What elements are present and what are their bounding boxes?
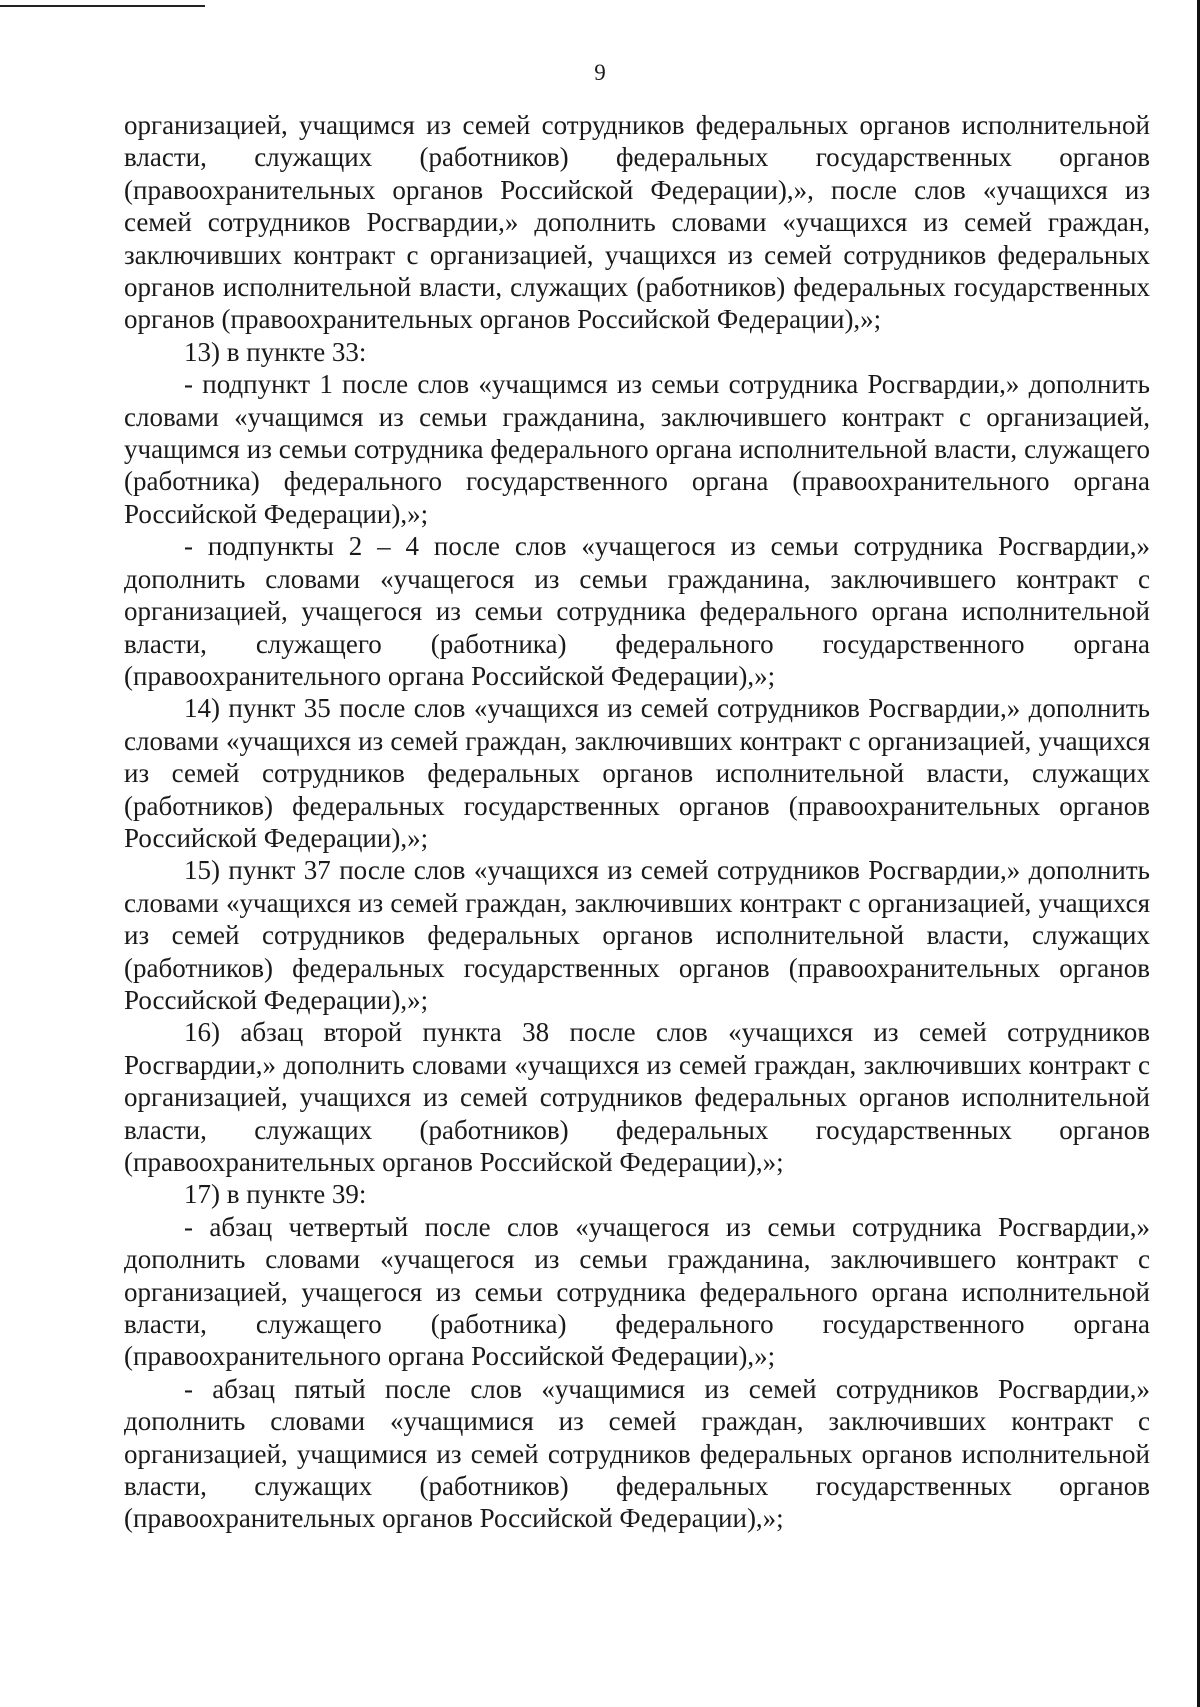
paragraph-item-15: 15) пункт 37 после слов «учащихся из семей сотрудников Росгвардии,» дополнить словами «учащихся из семей граждан, заключивших контракт с организацией, учащихся из семей сотрудников федеральных органов исполнительной власти, служащих (работников) федеральных государственных органов (правоохранительных органов Российской Федерации),»; xyxy=(124,855,1150,1015)
paragraph-continuation: организацией, учащимся из семей сотрудников федеральных органов исполнительной власти, служащих (работников) федеральных государственных органов (правоохранительных органов Российской Федерации),», после слов «учащихся из семей сотрудников Росгвардии,» дополнить словами «учащихся из семей граждан, заключивших контракт с организацией, учащихся из семей сотрудников федеральных органов исполнительной власти, служащих (работников) федеральных государственных органов (правоохранительных органов Российской Федерации),»; xyxy=(124,110,1150,335)
paragraph-item-13: 13) в пункте 33: xyxy=(184,336,367,367)
paragraph-item-17: 17) в пункте 39: xyxy=(184,1179,367,1210)
scan-edge-top xyxy=(0,5,205,7)
paragraph-subitem-1: - подпункт 1 после слов «учащимся из семьи сотрудника Росгвардии,» дополнить словами «учащимся из семьи гражданина, заключившего контракт с организацией, учащимся из семьи сотрудника федерального органа исполнительной власти, служащего (работника) федерального государственного органа (правоохранительного органа Российской Федерации),»; xyxy=(124,369,1150,529)
page-number: 9 xyxy=(594,60,606,85)
paragraph-item-14: 14) пункт 35 после слов «учащихся из семей сотрудников Росгвардии,» дополнить словами «учащихся из семей граждан, заключивших контракт с организацией, учащихся из семей сотрудников федеральных органов исполнительной власти, служащих (работников) федеральных государственных органов (правоохранительных органов Российской Федерации),»; xyxy=(124,693,1150,853)
paragraph-abzac-4: - абзац четвертый после слов «учащегося из семьи сотрудника Росгвардии,» дополнить словами «учащегося из семьи гражданина, заключившего контракт с организацией, учащегося из семьи сотрудника федерального органа исполнительной власти, служащего (работника) федерального государственного органа (правоохранительного органа Российской Федерации),»; xyxy=(124,1211,1150,1372)
paragraph-item-16: 16) абзац второй пункта 38 после слов «учащихся из семей сотрудников Росгвардии,» дополнить словами «учащихся из семей граждан, заключивших контракт с организацией, учащихся из семей сотрудников федеральных органов исполнительной власти, служащих (работников) федеральных государственных органов (правоохранительных органов Российской Федерации),»; xyxy=(124,1017,1150,1177)
paragraph-abzac-5: - абзац пятый после слов «учащимися из семей сотрудников Росгвардии,» дополнить словами «учащимися из семей граждан, заключивших контракт с организацией, учащимися из семей сотрудников федеральных органов исполнительной власти, служащих (работников) федеральных государственных органов (правоохранительных органов Российской Федерации),»; xyxy=(124,1373,1150,1534)
document-body xyxy=(124,109,1150,1535)
paragraph-subitems-2-4: - подпункты 2 – 4 после слов «учащегося из семьи сотрудника Росгвардии,» дополнить словами «учащегося из семьи гражданина, заключившего контракт с организацией, учащегося из семьи сотрудника федерального органа исполнительной власти, служащего (работника) федерального государственного органа (правоохранительного органа Российской Федерации),»; xyxy=(124,531,1150,691)
